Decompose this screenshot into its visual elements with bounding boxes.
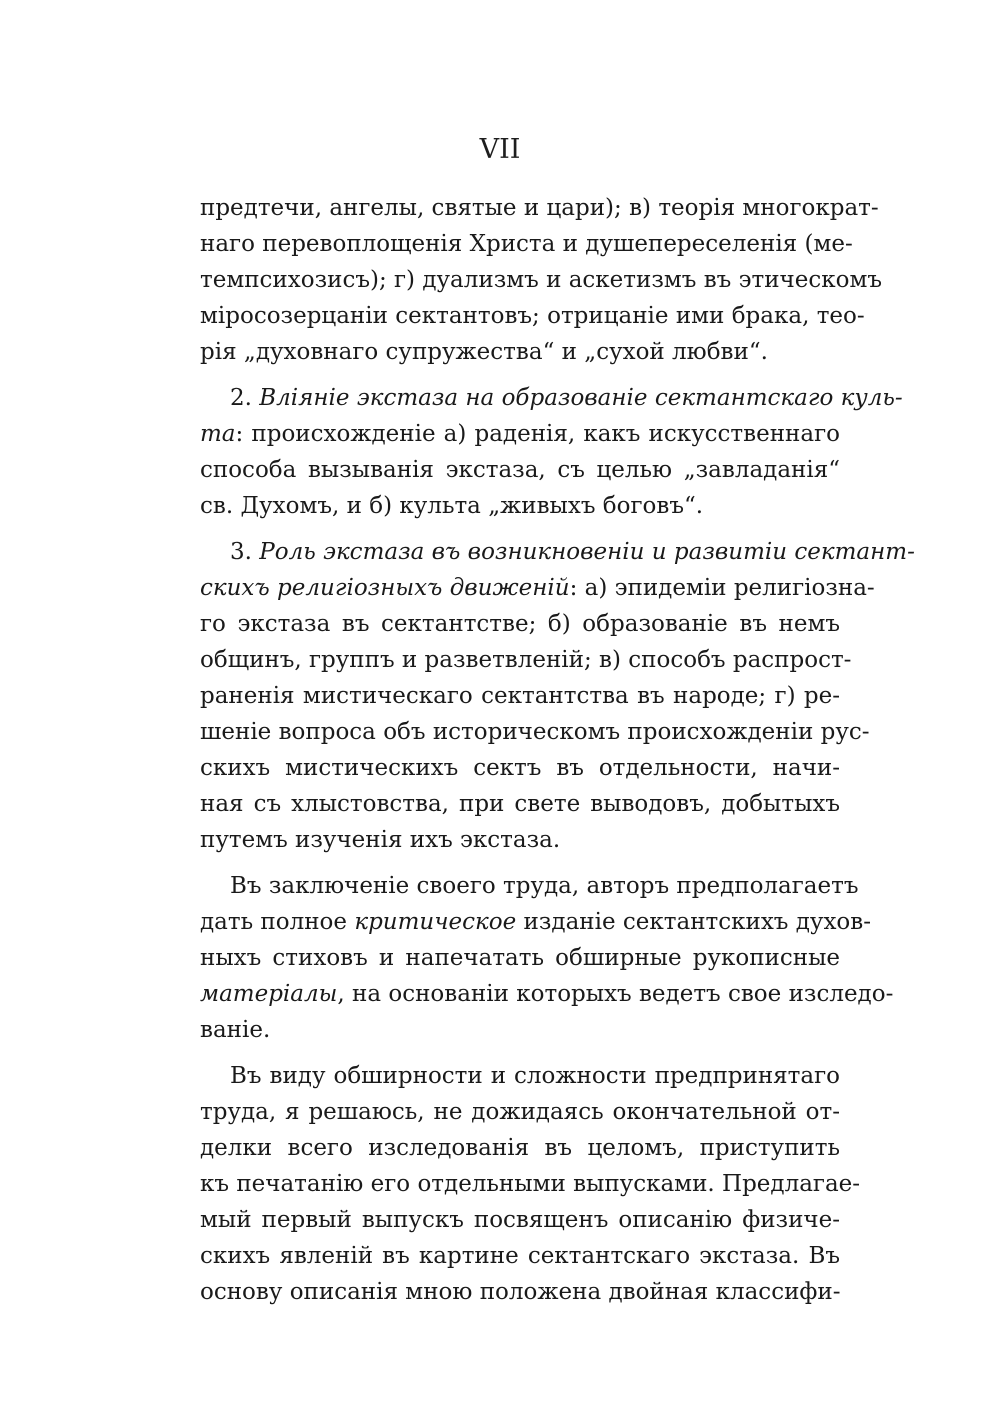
text-line [200,380,903,416]
text-line [200,1166,861,1202]
text-line [200,1202,840,1238]
text-line [200,606,840,642]
text-line [200,334,840,370]
text-line [200,940,840,976]
text-line [200,452,840,488]
text-line [200,714,870,750]
text-line [200,868,859,904]
line-text: труда, я решаюсь, не дожидаясь окончательной от- [200,1099,840,1125]
text-line [200,534,915,570]
italic-heading: скихъ религіозныхъ движеній [200,575,570,601]
text-line [200,642,852,678]
line-text: скихъ мистическихъ сектъ въ отдельности, начи- [200,755,840,781]
line-text: темпсихозисъ); г) дуализмъ и аскетизмъ въ этическомъ [200,267,882,293]
text-line [200,786,840,822]
text-line [200,822,840,858]
line-text: раненія мистическаго сектантства въ народе; г) ре- [200,683,840,709]
line-text: способа вызыванія экстаза, съ целью „завладанія“ [200,457,840,483]
line-text: : а) эпидеміи религіозна- [569,575,875,601]
italic-word: критическое [354,909,517,935]
line-text: делки всего изследованія въ целомъ, приступить [200,1135,840,1161]
line-text: шеніе вопроса объ историческомъ происхожденіи рус- [200,719,870,745]
line-text: ная съ хлыстовства, при свете выводовъ, добытыхъ [200,791,840,817]
paragraph-gap [200,1048,840,1058]
line-text: св. Духомъ, и б) культа „живыхъ боговъ“. [200,493,704,519]
line-text: путемъ изученія ихъ экстаза. [200,827,561,853]
text-line [200,488,840,524]
line-text: ныхъ стиховъ и напечатать обширные рукописные [200,945,840,971]
text-line [200,1274,840,1310]
paragraph-gap [200,524,840,534]
line-text: ваніе. [200,1017,271,1043]
line-text: изданіе сектантскихъ духов- [516,909,871,935]
text-line [200,750,840,786]
paragraph-gap [200,370,840,380]
line-text: предтечи, ангелы, святые и цари); в) теорія многократ- [200,195,879,221]
italic-word: матеріалы [200,981,338,1007]
text-line [200,1012,840,1048]
text-line [200,1130,840,1166]
line-text: , на основаніи которыхъ ведетъ свое изследо- [337,981,894,1007]
text-line [200,1238,840,1274]
text-line [200,226,853,262]
line-text: къ печатанію его отдельными выпусками. Предлагае- [200,1171,861,1197]
line-text: дать полное [200,909,355,935]
item-number: 3. [230,539,252,565]
page-number: VII [479,134,521,165]
line-text: Въ виду обширности и сложности предпринятаго [230,1063,840,1089]
text-line [200,570,875,606]
line-text: скихъ явленій въ картине сектантскаго экстаза. Въ [200,1243,840,1269]
italic-heading: Роль экстаза въ возникновеніи и развитіи сектант- [259,539,915,565]
line-text: основу описанія мною положена двойная классифи- [200,1279,841,1305]
text-line [200,1094,840,1130]
line-text: общинъ, группъ и разветвленій; в) способъ распрост- [200,647,852,673]
line-text: мый первый выпускъ посвященъ описанію физиче- [200,1207,840,1233]
italic-heading: та [200,421,236,447]
line-text: міросозерцаніи сектантовъ; отрицаніе ими брака, тео- [200,303,865,329]
text-line [200,262,882,298]
line-text: наго перевоплощенія Христа и душепереселенія (ме- [200,231,853,257]
item-number: 2. [230,385,252,411]
text-line [200,904,871,940]
text-line [200,298,865,334]
text-line [200,1058,840,1094]
paragraph-gap [200,858,840,868]
body-text [200,190,915,1310]
line-text: рія „духовнаго супружества“ и „сухой любви“. [200,339,768,365]
line-text: : происхожденіе а) раденія, какъ искусственнаго [235,421,840,447]
line-text: Въ заключеніе своего труда, авторъ предполагаетъ [230,873,859,899]
text-line [200,416,840,452]
text-line [200,190,879,226]
text-line [200,976,894,1012]
text-line [200,678,840,714]
italic-heading: Вліяніе экстаза на образованіе сектантскаго куль- [259,385,903,411]
line-text: го экстаза въ сектантстве; б) образованіе въ немъ [200,611,840,637]
